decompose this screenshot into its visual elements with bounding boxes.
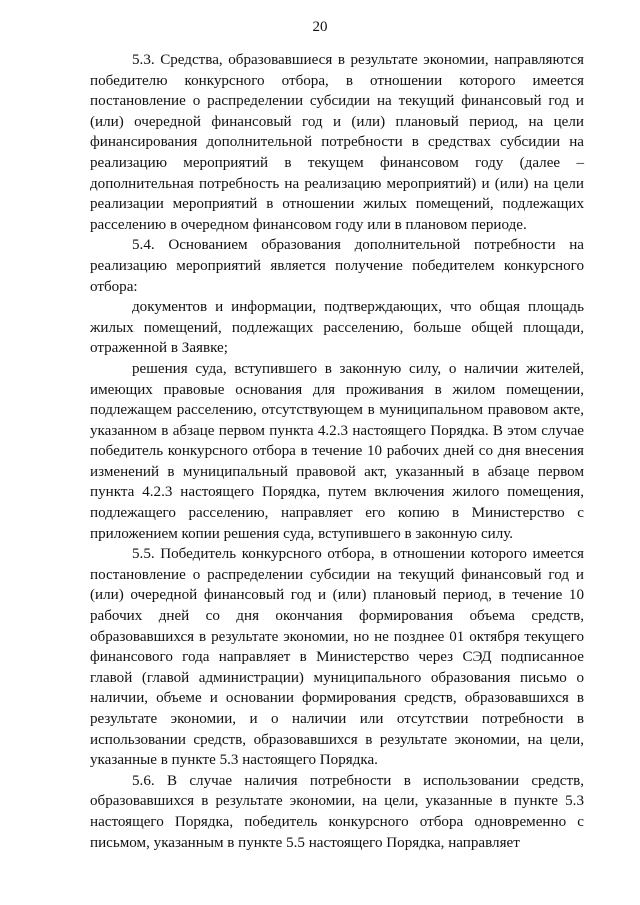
paragraph-5-6: 5.6. В случае наличия потребности в использовании средств, образовавшихся в результате экономии, на цели, указанные в пункте 5.3 настоящего Порядка, победитель конкурсного отбора одновременно с письмом, указанным в пункте 5.5 настоящего Порядка, направляет — [90, 772, 584, 851]
paragraph-5-4-item-court-decision: решения суда, вступившего в законную силу, о наличии жителей, имеющих правовые основания для проживания в жилом помещении, подлежащем расселению, отсутствующем в муниципальном правовом акте, указанном в абзаце первом пункта 4.2.3 настоящего Порядка. В этом случае победитель конкурсного отбора в течение 10 рабочих дней со дня внесения изменений в муниципальный правовой акт, указанный в абзаце первом пункта 4.2.3 настоящего Порядка, путем включения жилого помещения, подлежащего расселению, направляет его копию в Министерство с приложением копии решения суда, вступившего в законную силу. — [90, 360, 584, 542]
paragraph-5-4: 5.4. Основанием образования дополнительной потребности на реализацию мероприятий является получение победителем конкурсного отбора: — [90, 237, 584, 295]
page-number: 20 — [312, 19, 328, 35]
paragraph-5-3: 5.3. Средства, образовавшиеся в результате экономии, направляются победителю конкурсного отбора, в отношении которого имеется постановление о распределении субсидии на текущий финансовый год и (или) очередной финансовый год и (или) плановый период, на цели финансирования дополнительной потребности в средствах субсидии на реализацию мероприятий в текущем финансовом году (далее – дополнительная потребность на реализацию мероприятий) и (или) на цели реализации мероприятий в отношении жилых помещений, подлежащих расселению в очередном финансовом году или в плановом периоде. — [90, 52, 584, 233]
paragraph-5-4-item-documents: документов и информации, подтверждающих, что общая площадь жилых помещений, подлежащих расселению, больше общей площади, отраженной в Заявке; — [90, 299, 584, 357]
paragraph-5-5: 5.5. Победитель конкурсного отбора, в отношении которого имеется постановление о распределении субсидии на текущий финансовый год и (или) очередной финансовый год и (или) плановый период, в течение 10 рабочих дней со дня окончания формирования объема средств, образовавшихся в результате экономии, но не позднее 01 октября текущего финансового года направляет в Министерство через СЭД подписанное главой (главой администрации) муниципального образования письмо о наличии, объеме и основании формирования средств, образовавшихся в результате экономии, и о наличии или отсутствии потребности в использовании средств, образовавшихся в результате экономии, на цели, указанные в пункте 5.3 настоящего Порядка. — [90, 546, 584, 769]
